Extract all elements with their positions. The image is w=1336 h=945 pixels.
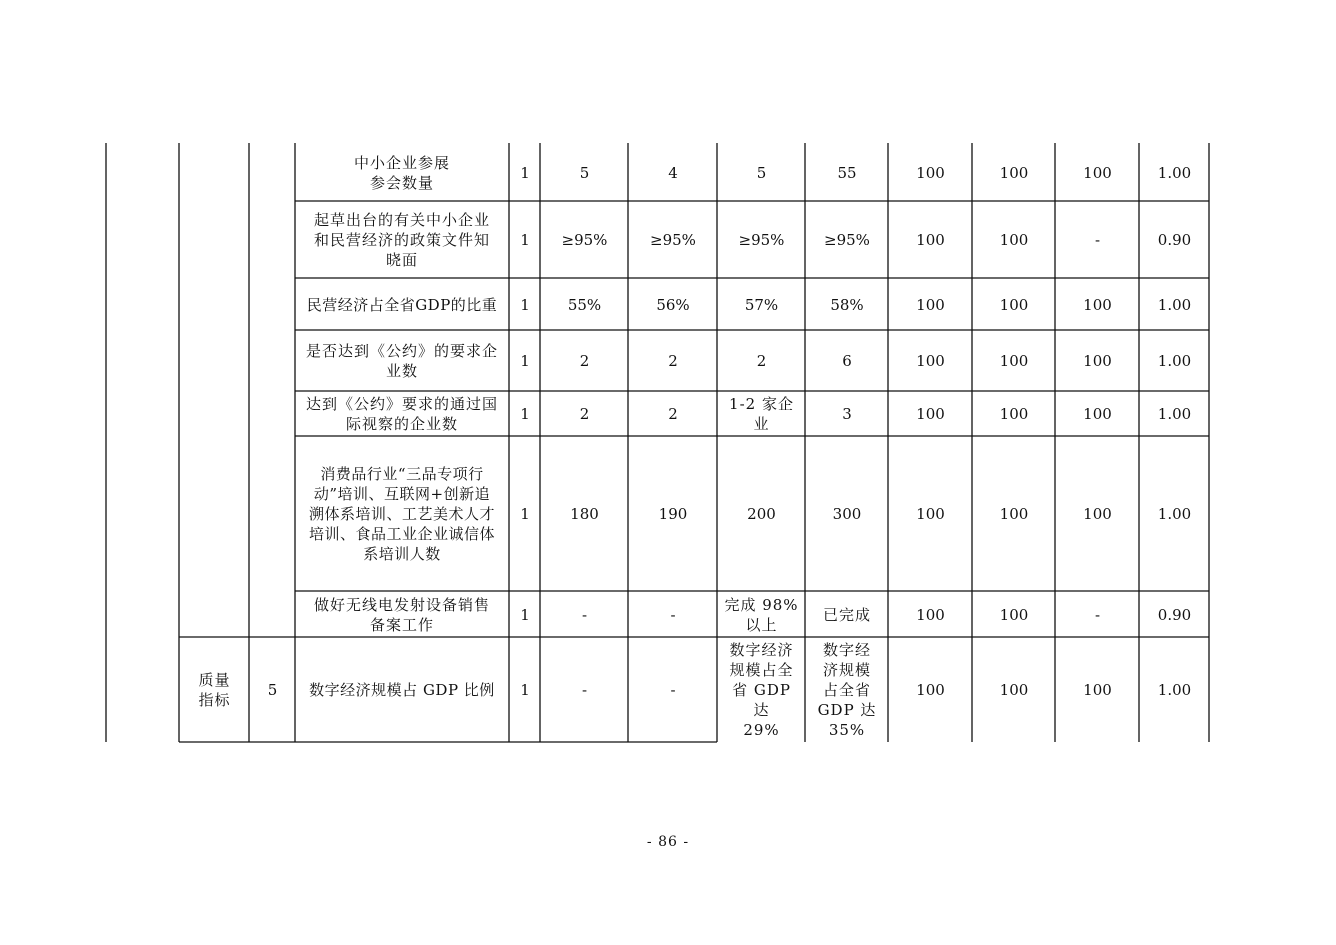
table-cell-score: 100	[1083, 681, 1112, 699]
table-cell-score: 100	[999, 352, 1029, 370]
table-cell-weight: 1	[520, 295, 530, 314]
table-cell-score: 100	[1083, 163, 1112, 182]
table-cell-coefficient: 1.00	[1157, 295, 1192, 314]
table-cell-score: 100	[916, 505, 945, 523]
table-cell-coefficient: 1.00	[1157, 505, 1192, 523]
table-cell-score: 100	[999, 231, 1029, 249]
table-cell-score: 100	[999, 405, 1029, 423]
table-cell-target: 57%	[744, 295, 779, 314]
table-cell-value: 55%	[567, 295, 602, 314]
table-cell-value: -	[581, 605, 588, 624]
table-cell-actual: 55	[837, 163, 857, 182]
table-cell-value: ≥95%	[650, 231, 696, 249]
table-cell-actual: 58%	[830, 295, 864, 314]
table-cell-value: -	[670, 681, 676, 699]
table-cell-score: 100	[999, 295, 1029, 314]
table-cell-value: 4	[668, 163, 678, 182]
table-cell-actual: 数字经 济规模 占全省 GDP 达 35%	[817, 641, 877, 739]
table-cell-actual: 300	[832, 505, 862, 523]
table-cell-weight: 1	[520, 505, 530, 523]
table-cell-value: -	[670, 605, 676, 624]
table-cell-score: 100	[999, 505, 1029, 523]
table-cell-score: 100	[916, 352, 945, 370]
table-cell-coefficient: 0.90	[1157, 605, 1192, 624]
page-number: - 86 -	[646, 834, 690, 850]
table-cell-target: ≥95%	[738, 231, 785, 249]
table-cell-target: 1-2 家企 业	[729, 395, 794, 433]
table-cell-target: 2	[756, 352, 767, 370]
table-cell-value: 2	[668, 405, 678, 423]
table-cell-value: 5	[579, 163, 590, 182]
table-cell-score: 100	[916, 405, 945, 423]
table-cell-indicator: 起草出台的有关中小企业 和民营经济的政策文件知 晓面	[313, 211, 490, 269]
table-cell-value: 2	[668, 352, 678, 370]
table-cell-count: 5	[267, 681, 278, 699]
table-cell-weight: 1	[520, 681, 530, 699]
table-cell-coefficient: 1.00	[1157, 352, 1192, 370]
table-cell-score: 100	[916, 681, 945, 699]
table-cell-coefficient: 1.00	[1157, 163, 1192, 182]
table-cell-score: 100	[999, 605, 1029, 624]
table-cell-weight: 1	[520, 163, 530, 182]
table-cell-score: 100	[916, 163, 945, 182]
table-cell-value: ≥95%	[561, 231, 608, 249]
table-cell-indicator: 是否达到《公约》的要求企 业数	[305, 342, 498, 380]
table-cell-weight: 1	[520, 405, 530, 423]
table-cell-actual: 6	[842, 352, 852, 370]
table-cell-coefficient: 1.00	[1157, 681, 1192, 699]
table-cell-score: 100	[916, 605, 945, 624]
table-cell-actual: 已完成	[822, 605, 871, 624]
table-cell-score: 100	[999, 681, 1029, 699]
table-cell-score: 100	[1083, 352, 1112, 370]
table-cell-score: 100	[1083, 295, 1112, 314]
table-cell-indicator: 消费品行业“三品专项行 动”培训、互联网+创新追 溯体系培训、工艺美术人才 培训、食品工业企业诚信体 系培训人数	[308, 465, 495, 563]
table-cell-weight: 1	[520, 231, 530, 249]
table-cell-weight: 1	[520, 352, 530, 370]
table-cell-score: 100	[1083, 505, 1112, 523]
table-cell-score: 100	[1083, 405, 1112, 423]
table-cell-indicator: 做好无线电发射设备销售 备案工作	[313, 595, 490, 634]
table-cell-weight: 1	[520, 605, 530, 624]
table-cell-score: -	[1094, 605, 1101, 624]
table-cell-value: 180	[570, 505, 599, 523]
table-cell-score: -	[1094, 231, 1101, 249]
table-cell-target: 数字经济 规模占全 省 GDP 达 29%	[729, 641, 794, 739]
table-cell-indicator: 中小企业参展 参会数量	[353, 153, 450, 192]
table-cell-actual: 3	[842, 405, 852, 423]
table-cell-target: 5	[756, 163, 767, 182]
table-cell-category: 质量 指标	[198, 671, 231, 709]
table-cell-score: 100	[999, 163, 1029, 182]
table-cell-target: 完成 98% 以上	[724, 595, 799, 634]
table-cell-target: 200	[747, 505, 776, 523]
table-cell-value: -	[581, 681, 588, 699]
table-cell-score: 100	[916, 295, 945, 314]
table-cell-indicator: 达到《公约》要求的通过国 际视察的企业数	[305, 395, 498, 433]
table-cell-value: 56%	[656, 295, 690, 314]
table-cell-value: 190	[658, 505, 688, 523]
table-cell-value: 2	[579, 352, 590, 370]
table-cell-indicator: 数字经济规模占 GDP 比例	[309, 681, 495, 699]
table-cell-score: 100	[916, 231, 945, 249]
table-cell-value: 2	[579, 405, 590, 423]
table-cell-actual: ≥95%	[824, 231, 870, 249]
table-cell-indicator: 民营经济占全省GDP的比重	[306, 295, 498, 314]
table-cell-coefficient: 1.00	[1157, 405, 1192, 423]
table-cell-coefficient: 0.90	[1157, 231, 1192, 249]
